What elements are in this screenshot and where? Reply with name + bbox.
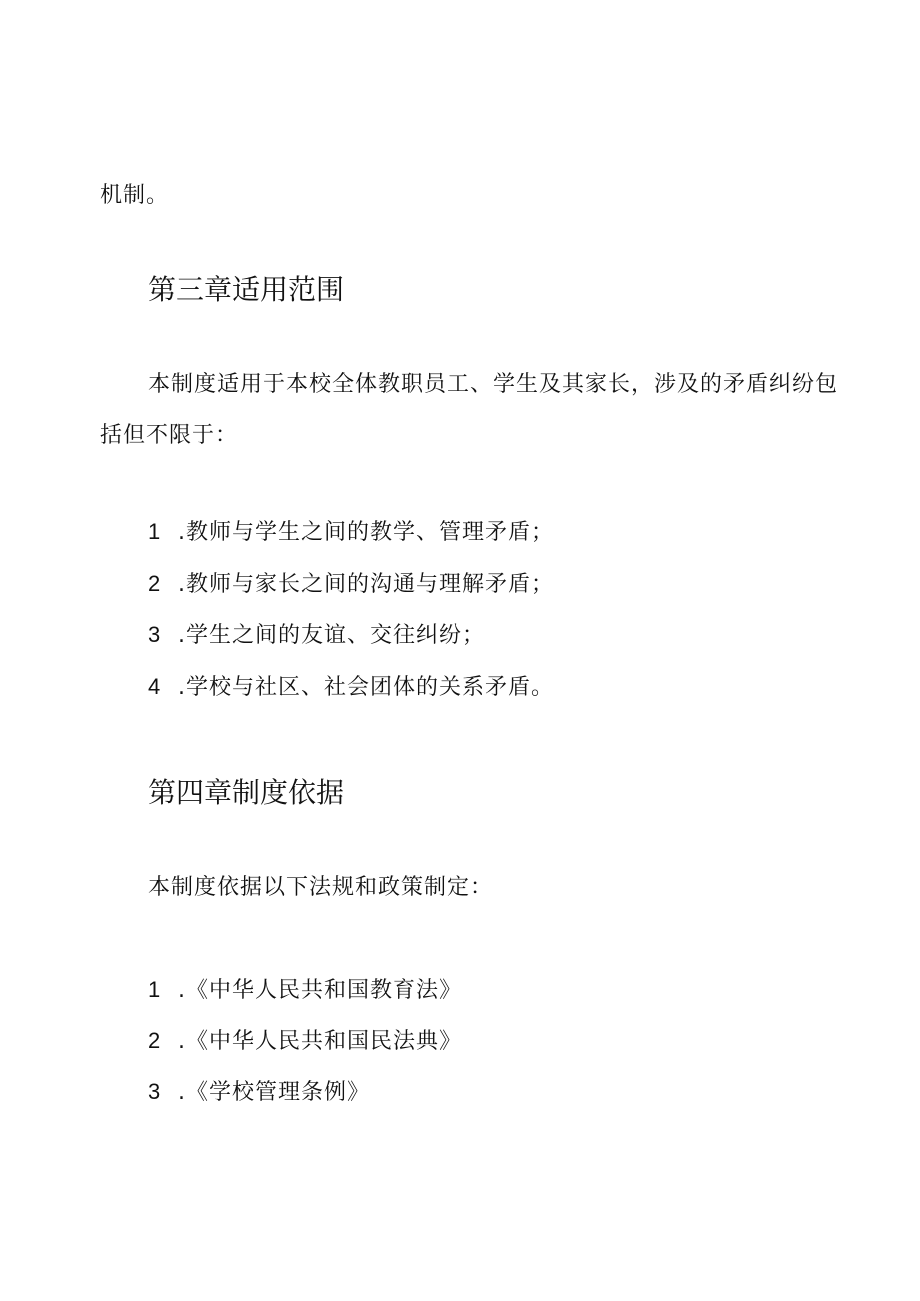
chapter-4-list-item <box>148 1030 462 1053</box>
list-item-number: 4 <box>148 674 162 699</box>
list-item-number: 3 <box>148 1079 162 1104</box>
list-item-text: .《中华人民共和国民法典》 <box>178 1029 462 1054</box>
chapter-3-list-item <box>148 573 554 596</box>
chapter-4-heading: 第四章制度依据 <box>148 776 345 809</box>
chapter-3-paragraph-line-1: 本制度适用于本校全体教职员工、学生及其家长，涉及的矛盾纠纷包 <box>148 372 839 397</box>
list-item-text: .教师与学生之间的教学、管理矛盾； <box>178 520 554 545</box>
chapter-4-paragraph: 本制度依据以下法规和政策制定： <box>148 875 494 900</box>
chapter-3-paragraph-line-2: 括但不限于： <box>100 423 239 448</box>
list-item-number: 3 <box>148 622 162 647</box>
chapter-3-list-item <box>148 624 485 647</box>
list-item-number: 1 <box>148 977 162 1002</box>
list-item-text: .学校与社区、社会团体的关系矛盾。 <box>178 675 554 700</box>
continuation-text: 机制。 <box>100 183 170 208</box>
chapter-3-list-item <box>148 521 554 544</box>
chapter-3-list-item <box>148 676 554 699</box>
list-item-text: .《中华人民共和国教育法》 <box>178 978 462 1003</box>
list-item-number: 2 <box>148 1028 162 1053</box>
list-item-text: .教师与家长之间的沟通与理解矛盾； <box>178 572 554 597</box>
list-item-text: .学生之间的友谊、交往纠纷； <box>178 623 485 648</box>
chapter-4-list-item <box>148 1081 370 1104</box>
list-item-text: .《学校管理条例》 <box>178 1080 370 1105</box>
chapter-4-list-item <box>148 979 462 1002</box>
list-item-number: 1 <box>148 519 162 544</box>
chapter-3-heading: 第三章适用范围 <box>148 273 345 306</box>
list-item-number: 2 <box>148 571 162 596</box>
